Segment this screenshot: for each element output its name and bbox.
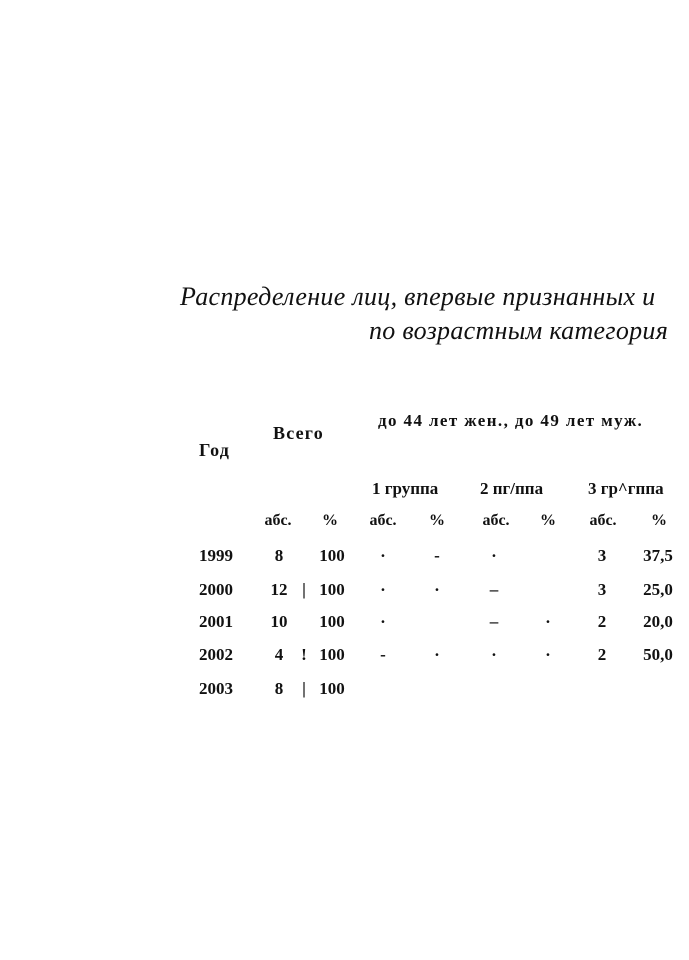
row-2001-year: 2001 — [199, 612, 233, 631]
subheader-total-abs: абс. — [264, 512, 292, 529]
subheader-g1-abs: абс. — [369, 512, 397, 529]
row-1999-g3-abs: 3 — [597, 546, 607, 565]
row-2002-g2-pct: · — [545, 645, 551, 664]
table-title-line-2: по возрастным категория — [369, 316, 669, 345]
subheader-g2-abs: абс. — [482, 512, 510, 529]
row-1999-g3-pct: 37,5 — [643, 546, 673, 565]
row-2001-g2-pct: · — [545, 612, 551, 631]
row-2001-g2-abs: – — [489, 612, 499, 631]
row-1999-abs: 8 — [274, 546, 284, 565]
row-2003-sep: | — [302, 679, 306, 698]
row-2002-sep: ! — [301, 645, 307, 664]
row-2000-sep: | — [302, 580, 306, 599]
row-2002-g3-pct: 50,0 — [643, 645, 673, 664]
row-1999-g1-abs: · — [380, 546, 386, 565]
row-2002-g1-abs: - — [380, 645, 386, 664]
row-2000-g3-abs: 3 — [597, 580, 607, 599]
subheader-total-pct: % — [322, 512, 338, 529]
row-2002-g1-pct: · — [434, 645, 440, 664]
row-2000-pct: 100 — [319, 580, 345, 599]
row-2001-abs: 10 — [270, 612, 288, 631]
row-2001-g3-abs: 2 — [597, 612, 607, 631]
row-2002-abs: 4 — [274, 645, 284, 664]
header-group-1: 1 группа — [372, 479, 439, 498]
row-2002-year: 2002 — [199, 645, 233, 664]
row-2000-year: 2000 — [199, 580, 233, 599]
row-2002-g2-abs: · — [491, 645, 497, 664]
table-title-line-1: Распределение лиц, впервые признанных и — [180, 282, 656, 311]
row-1999-pct: 100 — [319, 546, 345, 565]
row-2003-pct: 100 — [319, 679, 345, 698]
header-group-3: 3 гр^гппа — [588, 479, 664, 498]
row-2003-abs: 8 — [274, 679, 284, 698]
subheader-g2-pct: % — [540, 512, 556, 529]
row-2002-pct: 100 — [319, 645, 345, 664]
row-2000-g1-pct: · — [434, 580, 440, 599]
header-total: Всего — [273, 423, 324, 443]
row-2000-g2-abs: – — [489, 580, 499, 599]
row-1999-year: 1999 — [199, 546, 233, 565]
row-1999-g2-abs: · — [491, 546, 497, 565]
subheader-g3-pct: % — [651, 512, 667, 529]
row-2001-g1-abs: · — [380, 612, 386, 631]
header-year: Год — [199, 440, 231, 460]
row-1999-g1-pct: - — [434, 546, 440, 565]
row-2000-g3-pct: 25,0 — [643, 580, 673, 599]
subheader-g1-pct: % — [429, 512, 445, 529]
header-group-2: 2 пг/ппа — [480, 479, 544, 498]
row-2002-g3-abs: 2 — [597, 645, 607, 664]
subheader-g3-abs: абс. — [589, 512, 617, 529]
row-2003-year: 2003 — [199, 679, 233, 698]
row-2001-pct: 100 — [319, 612, 345, 631]
row-2000-abs: 12 — [270, 580, 288, 599]
header-age-span: до 44 лет жен., до 49 лет муж. — [378, 411, 644, 430]
row-2000-g1-abs: · — [380, 580, 386, 599]
row-2001-g3-pct: 20,0 — [643, 612, 673, 631]
